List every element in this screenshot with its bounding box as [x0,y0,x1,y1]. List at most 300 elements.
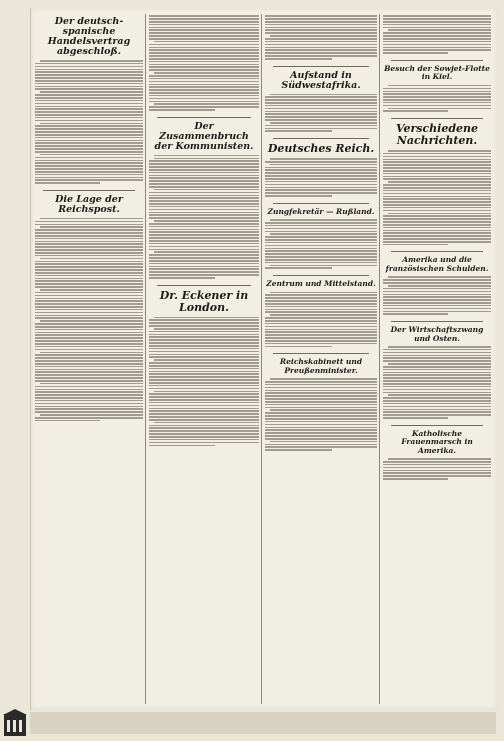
text-line [265,300,377,302]
text-line [40,218,143,220]
text-line [154,251,259,253]
text-line [270,35,377,37]
text-line [265,24,377,26]
text-line [265,343,377,345]
text-line [149,339,259,341]
text-line [35,386,143,388]
text-line [40,289,143,291]
text-line [35,162,143,164]
text-line [383,282,491,284]
text-line [154,391,259,393]
article-separator [273,138,369,139]
text-line [149,81,259,83]
text-line [383,291,491,293]
text-line [388,346,491,348]
text-line [383,21,491,23]
text-line [383,159,491,161]
text-line [265,390,377,392]
article [383,15,491,54]
text-line [149,385,259,387]
text-line [383,198,491,200]
text-line [149,177,259,179]
text-line [149,399,259,401]
text-line [149,197,259,199]
text-line [383,176,491,178]
article-headline: Der deutsch-spanische Handelsvertrag abgeschloß. [47,16,131,57]
text-line [35,128,143,130]
text-line [383,411,491,413]
text-line [383,224,491,226]
text-line [35,148,143,150]
text-line [383,406,491,408]
text-line [265,99,377,101]
article [383,321,491,419]
text-line [35,266,143,268]
text-line [35,177,143,179]
text-line [265,317,377,319]
text-line [383,355,491,357]
text-line [149,371,259,373]
text-line [149,29,259,31]
text-line [35,182,100,184]
text-line [265,256,377,258]
text-line [149,331,259,333]
text-line [383,207,491,209]
text-line [265,228,377,230]
text-line [154,158,259,160]
text-line [149,382,259,384]
text-line [35,103,143,105]
article-headline: Deutsches Reich. [267,142,375,156]
text-line [383,93,491,95]
text-line [265,102,377,104]
text-line [154,41,259,43]
text-line [149,89,259,91]
text-line [265,259,377,261]
text-line [383,308,491,310]
library-logo-icon [2,708,28,738]
text-line [149,186,259,188]
article-headline: Aufstand in Südwestafrika. [281,69,361,91]
text-line [265,250,377,252]
text-line [383,15,491,17]
text-line [35,374,143,376]
text-line [149,195,259,197]
text-line [265,125,377,127]
text-line [149,92,259,94]
text-line [35,83,143,85]
article [149,117,259,279]
text-line [35,179,143,181]
text-line [40,226,143,228]
text-line [149,408,259,410]
text-line [265,130,332,132]
text-line [383,470,491,472]
text-line [149,274,259,276]
article-separator [391,60,483,61]
text-line [149,183,259,185]
text-line [154,359,259,361]
text-line [383,461,491,463]
text-line [383,35,491,37]
text-line [35,332,143,334]
article-headline: Der Zusammenbruch der Kommunisten. [154,120,254,152]
text-line [35,171,143,173]
text-line [154,189,259,191]
article-headline: Die Lage der Reichspost. [55,193,123,215]
text-line [35,74,143,76]
text-line [383,44,491,46]
article-headline: Besuch der Sowjet-Flotte in Kiel. [384,63,490,82]
text-line [383,235,491,237]
text-line [40,320,143,322]
article-headline: Reichskabinett und Preußenminister. [279,357,363,375]
text-line [35,269,143,271]
text-line [35,329,143,331]
text-line [383,193,491,195]
text-line [265,415,377,417]
text-line [265,418,377,420]
text-line [383,360,491,362]
text-line [265,346,332,348]
text-line [149,35,259,37]
text-line [149,192,259,194]
text-line [149,348,259,350]
text-line [35,315,143,317]
text-line [35,160,143,162]
text-line [383,296,491,298]
text-line [149,334,259,336]
text-line [270,219,377,221]
text-line [149,38,259,40]
text-line [383,91,491,93]
text-line [149,169,259,171]
text-line [35,408,143,410]
text-line [35,261,143,263]
text-line [383,472,491,474]
text-line [35,66,143,68]
text-line [154,155,259,157]
text-line [35,238,143,240]
text-line [265,113,377,115]
text-line [35,417,143,419]
text-line [35,371,143,373]
article [265,203,377,269]
text-line [149,175,259,177]
article-separator [391,251,483,252]
text-line [265,424,377,426]
text-line [149,257,259,259]
text-line [265,167,377,169]
text-line [154,422,259,424]
text-line [383,380,491,382]
text-line [149,214,259,216]
text-line [388,85,491,87]
text-line [35,108,143,110]
text-line [265,449,332,451]
text-line [149,212,259,214]
text-line [265,41,377,43]
text-line [149,95,259,97]
text-line [149,368,259,370]
text-line [35,369,143,371]
text-line [388,29,491,31]
text-line [383,102,491,104]
text-line [35,306,143,308]
text-line [383,374,491,376]
text-line [265,192,377,194]
column-2 [149,14,259,704]
text-line [383,96,491,98]
text-line [265,297,377,299]
text-line [265,398,377,400]
text-line [265,334,377,336]
text-line [149,410,259,412]
text-line [149,249,259,251]
text-line [265,337,377,339]
text-line [265,175,377,177]
text-line [35,120,143,122]
text-line [149,15,259,17]
text-line [35,249,143,251]
text-line [35,106,143,108]
text-line [35,235,143,237]
text-line [383,99,491,101]
text-line [265,326,377,328]
text-line [265,340,377,342]
text-line [265,18,377,20]
text-line [383,302,491,304]
text-line [265,178,377,180]
text-line [149,180,259,182]
text-line [383,478,448,480]
text-line [383,352,491,354]
article-separator [43,190,135,191]
text-line [383,38,491,40]
text-line [383,105,491,107]
text-line [265,267,332,269]
text-line [149,64,259,66]
text-line [35,420,100,422]
text-line [265,412,377,414]
text-line [383,386,491,388]
text-line [35,131,143,133]
article [265,353,377,451]
text-line [265,222,377,224]
text-line [149,427,259,429]
text-line [383,377,491,379]
text-line [265,96,377,98]
text-line [35,326,143,328]
text-line [35,125,143,127]
text-line [35,380,143,382]
text-line [388,213,491,215]
text-line [40,414,143,416]
text-line [149,322,259,324]
text-line [265,236,377,238]
text-line [383,110,448,112]
text-line [149,61,259,63]
text-line [383,232,491,234]
text-line [149,266,259,268]
text-line [265,432,377,434]
text-line [149,234,259,236]
text-line [383,238,491,240]
text-line [149,237,259,239]
text-line [270,94,377,96]
text-line [388,276,491,278]
text-line [265,119,377,121]
text-line [383,210,491,212]
column-1 [35,14,143,704]
text-line [149,351,259,353]
text-line [383,18,491,20]
text-line [35,114,143,116]
text-line [149,86,259,88]
text-line [35,252,143,254]
text-line [149,402,259,404]
text-line [35,406,143,408]
article-separator [273,353,369,354]
text-line [265,32,377,34]
text-line [149,24,259,26]
text-line [35,411,143,413]
text-line [265,435,377,437]
text-line [149,229,259,231]
text-line [383,389,491,391]
text-line [35,295,143,297]
text-line [149,44,259,46]
text-line [265,195,332,197]
text-line [35,241,143,243]
text-line [149,433,259,435]
text-line [265,55,377,57]
text-line [265,311,377,313]
text-line [149,109,215,111]
text-line [149,75,259,77]
text-line [35,360,143,362]
text-line [35,157,143,159]
text-line [35,337,143,339]
text-line [149,439,259,441]
text-line [383,305,491,307]
text-line [265,381,377,383]
text-line [388,458,491,460]
text-line [35,292,143,294]
text-line [149,21,259,23]
text-line [35,134,143,136]
text-line [149,160,259,162]
text-line [265,404,377,406]
text-line [35,151,143,153]
text-line [154,103,259,105]
text-line [265,401,377,403]
column-rule [379,14,380,704]
text-line [383,88,491,90]
text-line [149,325,259,327]
text-line [265,181,377,183]
article-headline: Zungfekretär — Rußland. [267,206,375,216]
text-line [149,356,259,358]
text-line [265,245,377,247]
text-line [383,311,491,313]
text-line [383,49,491,51]
text-line [383,366,491,368]
text-line [265,384,377,386]
text-line [35,97,143,99]
text-line [265,105,377,107]
article [149,285,259,447]
text-line [149,69,259,71]
text-line [40,154,143,156]
text-line [270,314,377,316]
text-line [35,232,143,234]
text-line [35,317,143,319]
text-line [265,44,377,46]
text-line [149,379,259,381]
text-line [383,349,491,351]
text-line [388,181,491,183]
text-line [383,221,491,223]
text-line [149,416,259,418]
article-headline: Katholische Frauenmarsch in Amerika. [401,428,473,455]
text-line [265,429,377,431]
text-line [35,275,143,277]
text-line [35,117,143,119]
text-line [265,189,377,191]
text-line [388,285,491,287]
text-line [383,467,491,469]
text-line [270,378,377,380]
text-line [149,254,259,256]
text-line [383,299,491,301]
text-line [35,280,143,282]
text-line [265,169,377,171]
text-line [149,365,259,367]
text-line [35,63,143,65]
text-line [35,243,143,245]
article [35,190,143,422]
text-line [265,387,377,389]
text-line [383,294,491,296]
text-line [383,357,491,359]
text-line [149,66,259,68]
text-line [149,209,259,211]
article [149,15,259,110]
text-line [149,217,259,219]
text-line [383,409,491,411]
article [383,118,491,245]
text-line [149,240,259,242]
text-line [149,49,259,51]
text-line [149,27,259,29]
article-separator [273,203,369,204]
text-line [149,271,259,273]
text-line [383,372,491,374]
text-line [388,108,491,110]
text-line [149,373,259,375]
column-rule [261,14,262,704]
scan-bottom-margin [30,712,496,734]
text-line [265,108,377,110]
text-line [154,220,259,222]
text-line [35,224,143,226]
text-line [265,253,377,255]
text-line [149,419,259,421]
text-line [383,397,491,399]
article-headline: Dr. Eckener in London. [159,288,249,314]
article [265,138,377,197]
